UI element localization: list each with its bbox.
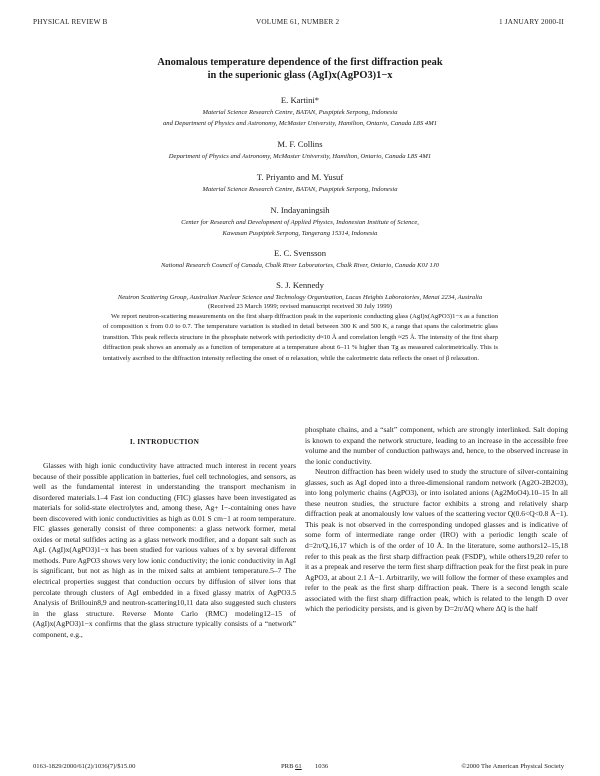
paragraph: Neutron diffraction has been widely used to study the structure of silver-containing glasses, such as AgI doped into a three-dimensional random network (Ag2O-2B2O3), into long polymeric chains (AgPO3), or into isolated anions (Ag2MoO4).10–15 In all these neutron studies, the structure factor exhibits a strong and relatively sharp diffraction peak at anomalously low values of the scattering vector Q(0.6<Q<0.8 Å−1). This peak is not observed in the corresponding undoped glasses and is indicative of some form of intermediate range order (IRO) with a periodic length scale of d=2π/Q,16,17 which is of the order of 10 Å. In the literature, some authors12–15,18 refer to this peak as the first sharp diffraction peak (FSDP), while others19,20 refer to it as a prepeak and reserve the term first sharp diffraction peak for the first peak in pure AgPO3, at about 2.1 Å−1. Arbitrarily, we will follow the former of these examples and refer to the peak as the first sharp diffraction peak. There is a second length scale associated with the first sharp diffraction peak, which is related to the length D over which the periodicity persists, and is given by D=2π/ΔQ where ΔQ is the half	[305, 467, 568, 614]
footer-copyright: ©2000 The American Physical Society	[461, 763, 564, 770]
author-affiliation: National Research Council of Canada, Chalk River Laboratories, Chalk River, Ontario, Canada K0J 1J0	[161, 262, 439, 269]
author-name: E. C. Svensson	[273, 248, 327, 258]
page-number: 1036	[315, 763, 329, 770]
author-name: M. F. Collins	[277, 139, 323, 149]
author-affiliation: Material Science Research Centre, BATAN, Puspiptek Serpong, Indonesia	[202, 109, 398, 116]
author-affiliation: Department of Physics and Astronomy, McMaster University, Hamilton, Ontario, Canada L8S 4M1	[168, 153, 432, 160]
author-name: E. Kartini*	[280, 95, 320, 105]
author-name: S. J. Kennedy	[276, 280, 324, 290]
author-affiliation: Center for Research and Development of Applied Physics, Indonesian Institute of Science,	[181, 219, 419, 226]
author-name: N. Indayaningsih	[270, 205, 330, 215]
prb-label: PRB	[281, 763, 294, 770]
abstract: We report neutron-scattering measurements on the first sharp diffraction peak in the superionic conducting glass (AgI)x(AgPO3)1−x as a function of composition x from 0.0 to 0.7. The temperature variation is studied in detail between 300 K and 500 K, a range that spans the calorimetric glass transition. This peak reflects structure in the phosphate network with periodicity d≈10 Å and correlation length ≈25 Å. The intensity of the first sharp diffraction peak shows an anomaly as a function of temperature at a temperature about 6–11 % higher than Tg as measured calorimetrically. This is tentatively ascribed to the diffraction intensity reflecting the onset of α relaxation, while the calorimetric data reflects the onset of β relaxation.	[103, 313, 498, 362]
paragraph: phosphate chains, and a “salt” component, which are strongly interlinked. Salt doping is known to expand the network structure, leading to an increase in the accessible free volume and the number of conduction pathways and, hence, to the observed increase in the ionic conductivity.	[305, 425, 568, 466]
running-header-date: 1 JANUARY 2000-II	[498, 18, 564, 26]
author-name: T. Priyanto and M. Yusuf	[256, 172, 344, 182]
running-header-volume: VOLUME 61, NUMBER 2	[256, 18, 340, 26]
article-title	[0, 56, 600, 82]
author-affiliation: Neutron Scattering Group, Australian Nuclear Science and Technology Organization, Lucas Heights Laboratories, Menai 2234, Australia	[117, 294, 483, 301]
footer-code: 0163-1829/2000/61(2)/1036(7)/$15.00	[33, 763, 136, 770]
running-header-journal: PHYSICAL REVIEW B	[33, 18, 108, 26]
title-line-2: in the superionic glass (AgI)x(AgPO3)1−x	[207, 70, 393, 81]
body-column-right	[305, 425, 568, 615]
footer-prb	[281, 763, 302, 770]
body-column-left: Glasses with high ionic conductivity have attracted much interest in recent years because of their possible application in batteries, fuel cell technologies, and sensors, as well as the fundamental interest in understanding the transport mechanism in disordered materials.1–4 Fast ion conducting (FIC) glasses have been investigated as materials for solid-state electrolytes and, among these, Ag+ I−-containing ones have been discovered with ionic conductivities as high as 0.01 S cm−1 at room temperature. FIC glasses generally consist of three components: a glass network former, metal oxides or metal sulfides acting as a glass network modifier, and a dopant salt such as AgI. (AgI)x(AgPO3)1−x has been studied for various values of x by several different methods. Pure AgPO3 shows very low ionic conductivity; the ionic conductivity in AgI is significant, but not as high as in the mixed salts at ambient temperature.5–7 The electrical properties suggest that conduction occurs by diffusion of silver ions that percolate through clusters of AgI embedded in a fixed glassy matrix of AgPO3.5 Analysis of Brillouin8,9 and neutron-scattering10,11 data also suggested such clusters in the glass structure. Reverse Monte Carlo (RMC) modeling12–15 of (AgI)x(AgPO3)1−x confirms that the glass structure typically consists of a “network” component, e.g.,	[33, 461, 296, 639]
prb-volume: 61	[295, 763, 302, 770]
received-dates: (Received 23 March 1999; revised manuscript received 30 July 1999)	[207, 303, 393, 310]
section-heading: I. INTRODUCTION	[129, 437, 200, 446]
author-affiliation: Material Science Research Centre, BATAN, Puspiptek Serpong, Indonesia	[202, 186, 398, 193]
author-affiliation: and Department of Physics and Astronomy, McMaster University, Hamilton, Ontario, Canada L8S 4M1	[163, 120, 437, 127]
title-line-1: Anomalous temperature dependence of the first diffraction peak	[157, 57, 443, 68]
author-affiliation: Kawasan Puspiptek Serpong, Tangerang 15314, Indonesia	[222, 230, 378, 237]
